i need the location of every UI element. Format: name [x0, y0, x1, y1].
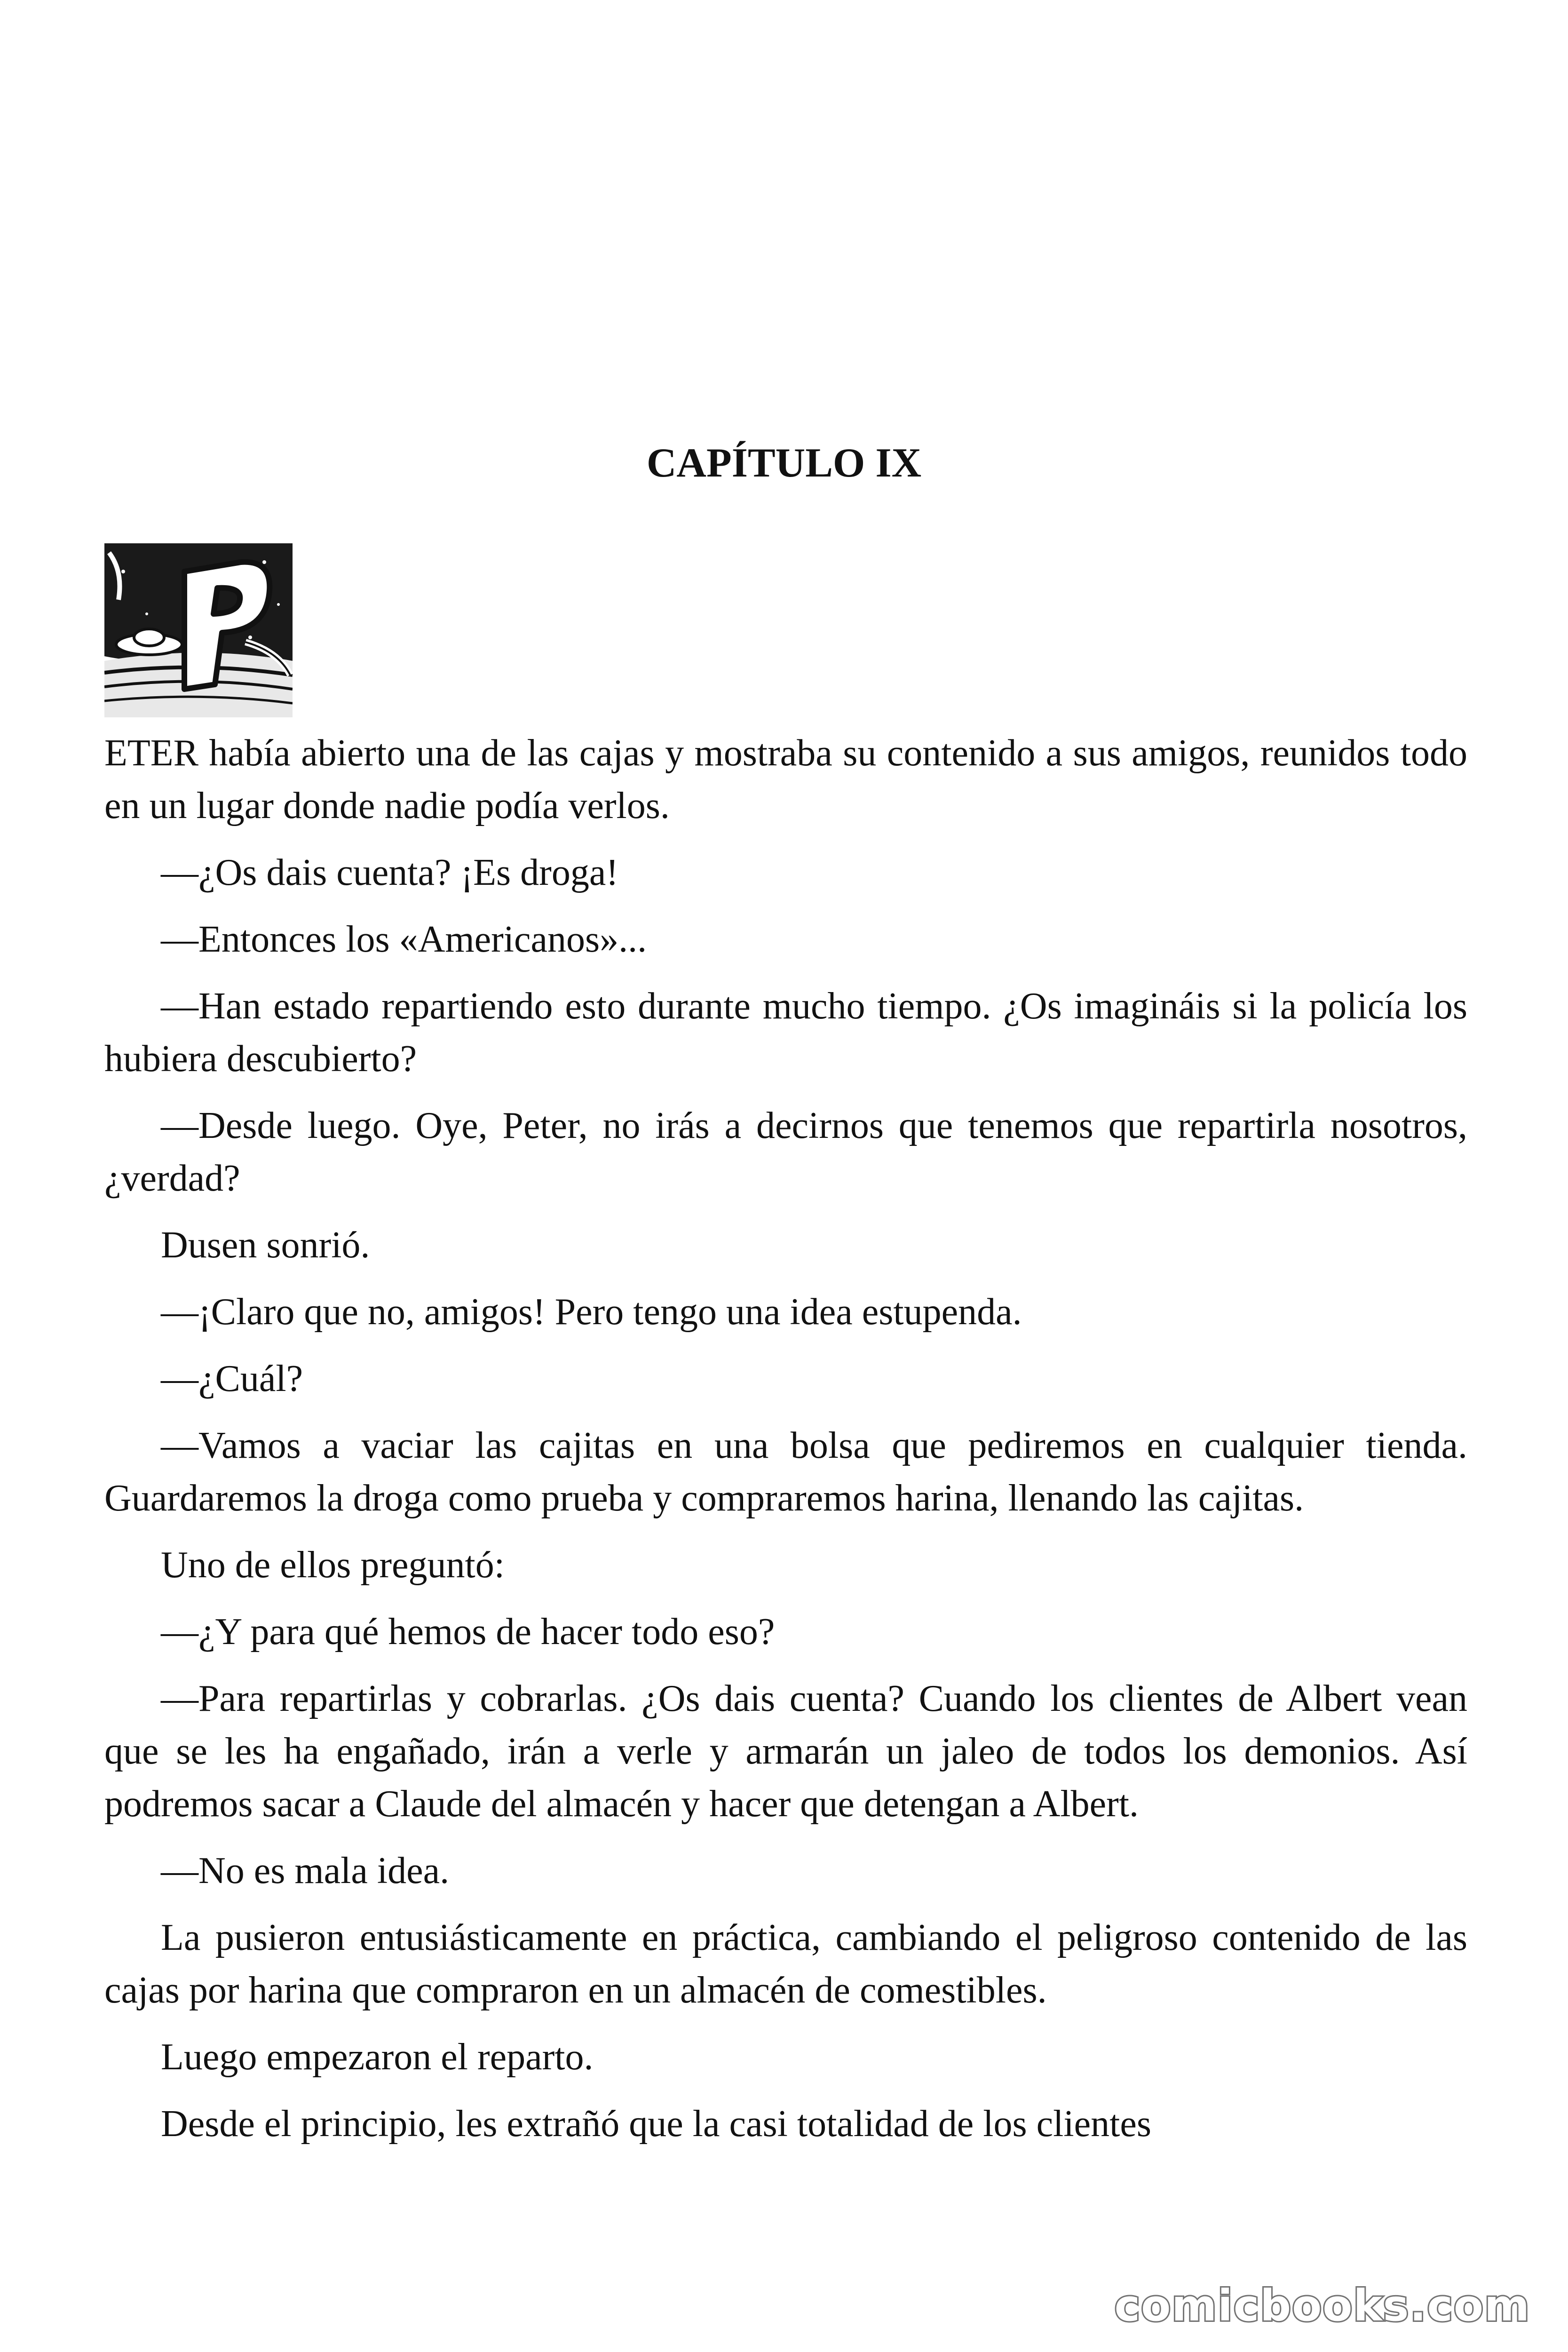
- paragraph: La pusieron entusiásticamente en práctica, cambiando el peligroso contenido de las cajas por harina que compraron en un almacén de comestibles.: [104, 1917, 1467, 2011]
- chapter-body: [104, 727, 1467, 2164]
- paragraph: —No es mala idea.: [161, 1850, 450, 1891]
- paragraph: —¿Y para qué hemos de hacer todo eso?: [161, 1611, 775, 1653]
- paragraph: —Desde luego. Oye, Peter, no irás a decirnos que tenemos que repartirla nosotros, ¿verdad?: [104, 1105, 1467, 1199]
- paragraph: Dusen sonrió.: [161, 1224, 370, 1266]
- paragraph: —Vamos a vaciar las cajitas en una bolsa que pediremos en cualquier tienda. Guardaremos la droga como prueba y compraremos harina, llenando las cajitas.: [104, 1425, 1467, 1519]
- paragraph: —Han estado repartiendo esto durante mucho tiempo. ¿Os imagináis si la policía los hubiera descubierto?: [104, 985, 1467, 1080]
- paragraph: Luego empezaron el reparto.: [161, 2036, 594, 2078]
- paragraph: —¡Claro que no, amigos! Pero tengo una idea estupenda.: [161, 1291, 1022, 1333]
- paragraph: —Entonces los «Americanos»...: [161, 919, 647, 960]
- paragraph: ETER había abierto una de las cajas y mostraba su contenido a sus amigos, reunidos todo en un lugar donde nadie podía verlos.: [104, 732, 1467, 826]
- paragraph: —¿Os dais cuenta? ¡Es droga!: [161, 852, 618, 893]
- chapter-title: CAPÍTULO IX: [646, 440, 922, 486]
- paragraph: —Para repartirlas y cobrarlas. ¿Os dais cuenta? Cuando los clientes de Albert vean que se les ha engañado, irán a verle y armarán un jaleo de todos los demonios. Así podremos sacar a Claude del almacén y hacer que detengan a Albert.: [104, 1678, 1467, 1825]
- drop-cap-p-icon: [104, 543, 293, 717]
- paragraph: Uno de ellos preguntó:: [161, 1544, 505, 1586]
- drop-cap-illustration: [104, 543, 293, 717]
- watermark-logo: comicbooks.com: [1110, 2280, 1535, 2331]
- paragraph: Desde el principio, les extrañó que la casi totalidad de los clientes: [161, 2103, 1151, 2145]
- paragraph: —¿Cuál?: [161, 1358, 303, 1399]
